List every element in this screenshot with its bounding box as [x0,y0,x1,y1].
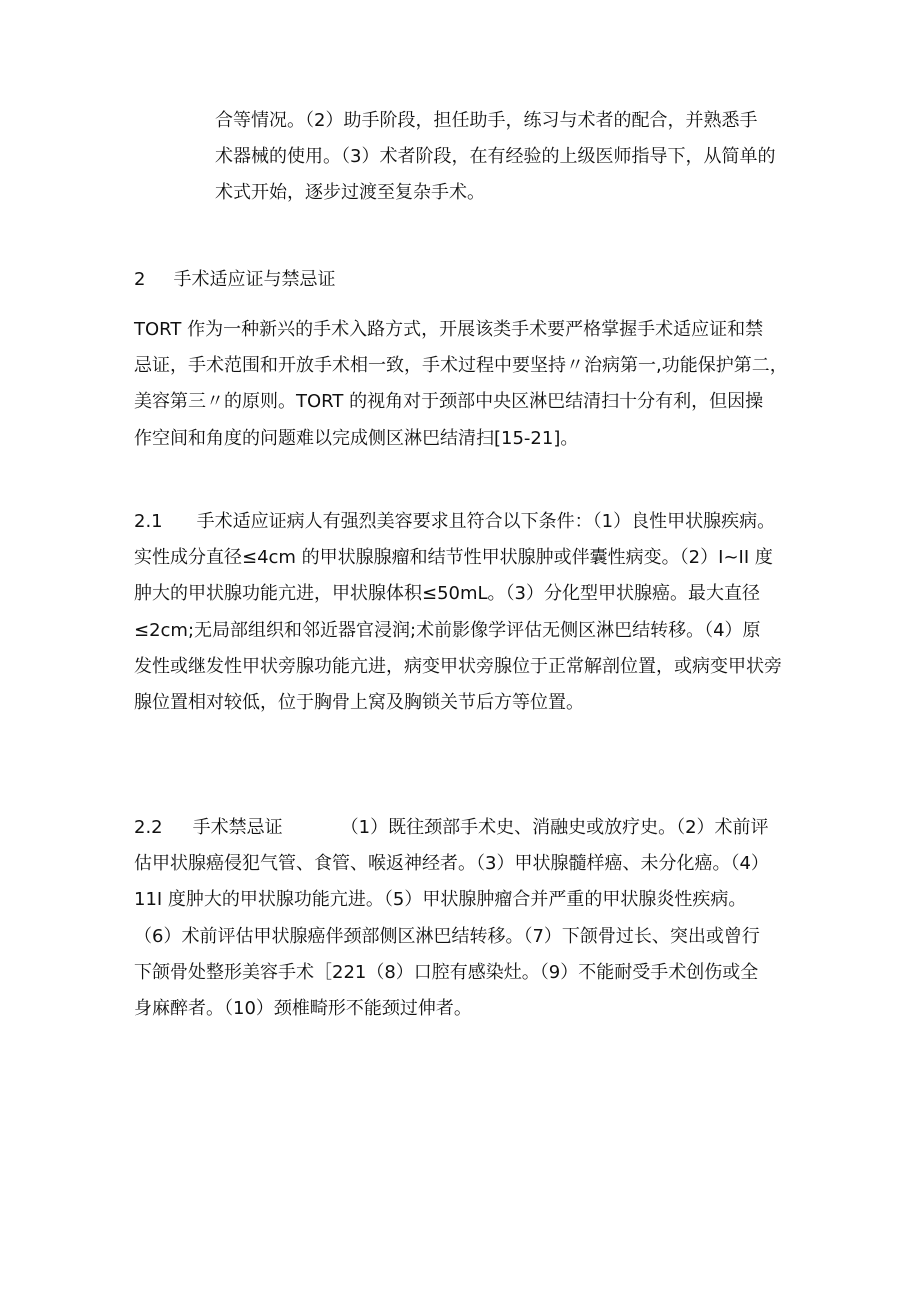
text-line: TORT 作为一种新兴的手术入路方式，开展该类手术要严格掌握手术适应证和禁 [134,319,764,340]
section-2-paragraph [134,312,806,457]
section-number: 2.2 [134,817,163,838]
text-line: 实性成分直径≤4cm 的甲状腺腺瘤和结节性甲状腺肿或伴囊性病变。（2）I~II 度 [134,547,773,569]
section-number: 2.1 [134,511,163,532]
text-line: ≤2cm;无局部组织和邻近器官浸润;术前影像学评估无侧区淋巴结转移。（4）原 [134,619,761,641]
text-line: （1）既往颈部手术史、消融史或放疗史。（2）术前评 [340,817,769,838]
text-line: 下颌骨处整形美容手术［221（8）口腔有感染灶。（9）不能耐受手术创伤或全 [134,961,759,983]
text-line: 合等情况。（2）助手阶段，担任助手，练习与术者的配合，并熟悉手 [215,110,758,131]
text-line: 肿大的甲状腺功能亢进，甲状腺体积≤50mL。（3）分化型甲状腺癌。最大直径 [134,583,760,605]
section-title: 手术禁忌证 [192,817,283,838]
text-line: 术式开始，逐步过渡至复杂手术。 [215,182,485,204]
section-2-1-first-line [134,504,806,540]
section-2-2 [134,810,806,1027]
text-line: 发性或继发性甲状旁腺功能亢进，病变甲状旁腺位于正常解剖位置，或病变甲状旁 [134,655,782,677]
section-heading-2 [134,262,335,298]
text-line: 作空间和角度的问题难以完成侧区淋巴结清扫[15-21]。 [134,427,579,449]
text-line: 身麻醉者。（10）颈椎畸形不能颈过伸者。 [134,998,472,1020]
text-line: 忌证，手术范围和开放手术相一致，手术过程中要坚持〃治病第一,功能保护第二， [134,355,788,377]
text-line: 腺位置相对较低，位于胸骨上窝及胸锁关节后方等位置。 [134,692,584,714]
text-line: （6）术前评估甲状腺癌伴颈部侧区淋巴结转移。（7）下颌骨过长、突出或曾行 [134,925,760,947]
section-title: 手术适应证与禁忌证 [173,269,336,290]
text-line: 术器械的使用。（3）术者阶段，在有经验的上级医师指导下，从简单的 [215,146,776,168]
text-line: 估甲状腺癌侵犯气管、食管、喉返神经者。（3）甲状腺髓样癌、未分化癌。（4） [134,853,769,875]
text-line: 美容第三〃的原则。TORT 的视角对于颈部中央区淋巴结清扫十分有利，但因操 [134,391,764,413]
section-number: 2 [134,269,146,290]
section-2-2-first-line [134,810,806,846]
section-2-1 [134,504,806,721]
paragraph-continued [215,103,806,212]
text-line: 手术适应证病人有强烈美容要求且符合以下条件：（1）良性甲状腺疾病。 [196,511,776,532]
text-line: 11I 度肿大的甲状腺功能亢进。（5）甲状腺肿瘤合并严重的甲状腺炎性疾病。 [134,889,747,911]
